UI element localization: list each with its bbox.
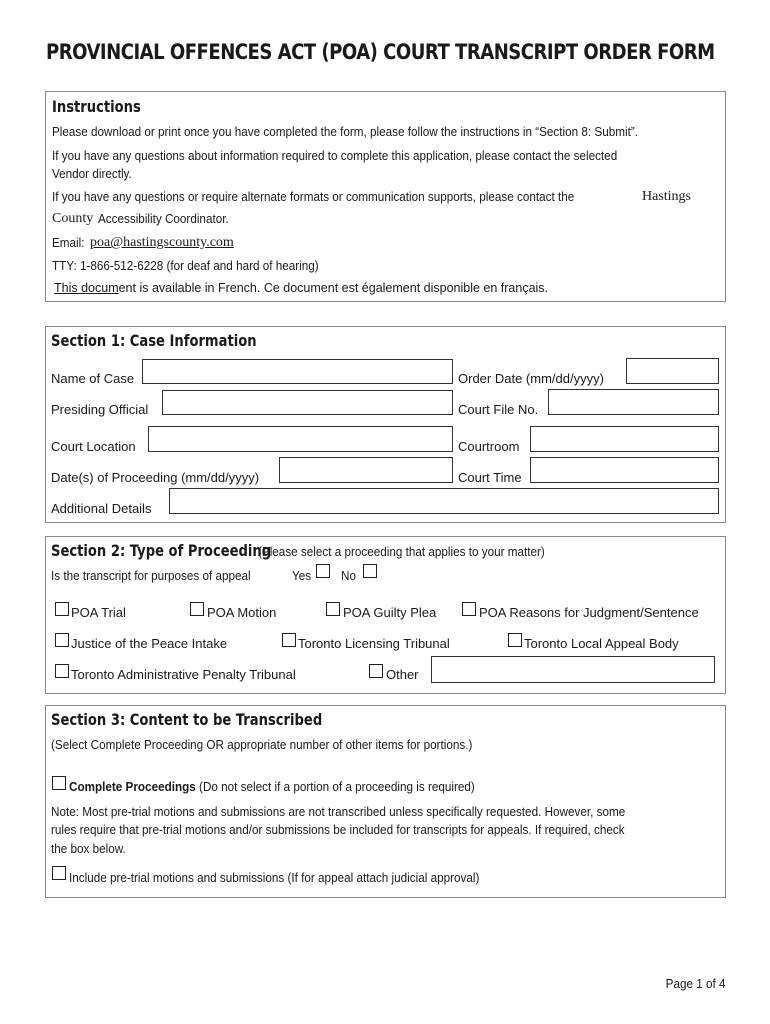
section1-heading: Section 1: Case Information: [51, 331, 257, 350]
appeal-no-label: No: [341, 568, 356, 583]
appeal-yes-label: Yes: [292, 568, 312, 583]
court-location-label: Court Location: [51, 439, 136, 454]
complete-proceedings-note: (Do not select if a portion of a proceeding is required): [199, 779, 475, 794]
form-title: PROVINCIAL OFFENCES ACT (POA) COURT TRANSCRIPT ORDER FORM: [46, 40, 715, 64]
complete-proceedings-bold: Complete Proceedings: [69, 779, 196, 794]
page-number: Page 1 of 4: [665, 976, 725, 991]
courtroom-field[interactable]: [530, 426, 719, 452]
section2-subheading: (Please select a proceeding that applies to your matter): [258, 544, 545, 559]
poa-trial-checkbox[interactable]: [55, 602, 69, 616]
name-of-case-label: Name of Case: [51, 371, 135, 386]
courtroom-label: Courtroom: [458, 439, 520, 454]
appeal-question: Is the transcript for purposes of appeal: [51, 568, 251, 583]
dates-of-proceeding-field[interactable]: [279, 457, 453, 483]
court-file-no-field[interactable]: [548, 389, 719, 415]
section2-heading: Section 2: Type of Proceeding: [51, 541, 272, 560]
email-link[interactable]: poa@hastingscounty.com: [90, 235, 234, 250]
complete-proceedings-checkbox[interactable]: [52, 776, 66, 790]
other-label: Other: [386, 667, 419, 682]
order-date-field[interactable]: [626, 358, 719, 384]
instructions-line-2a: If you have any questions about information required to complete this application, please contact the selected: [52, 148, 618, 163]
toronto-licensing-label: Toronto Licensing Tribunal: [298, 636, 450, 651]
toronto-admin-label: Toronto Administrative Penalty Tribunal: [71, 667, 296, 682]
instructions-line-2b: Vendor directly.: [52, 166, 132, 181]
court-time-label: Court Time: [458, 470, 522, 485]
court-location-field[interactable]: [148, 426, 453, 452]
french-notice-rest: ent is available in French. Ce document est également disponible en français.: [118, 281, 549, 295]
complete-proceedings-label: [69, 779, 475, 794]
poa-guilty-plea-checkbox[interactable]: [326, 602, 340, 616]
french-notice: [54, 281, 548, 295]
presiding-official-label: Presiding Official: [51, 402, 149, 417]
poa-motion-checkbox[interactable]: [190, 602, 204, 616]
note-line-2: rules require that pre-trial motions and/or submissions be included for transcripts for appeals. If required, check: [51, 822, 625, 837]
poa-motion-label: POA Motion: [207, 605, 277, 620]
court-time-field[interactable]: [530, 457, 719, 483]
poa-guilty-plea-label: POA Guilty Plea: [343, 605, 437, 620]
presiding-official-field[interactable]: [162, 390, 453, 415]
toronto-admin-checkbox[interactable]: [55, 664, 69, 678]
note-line-3: the box below.: [51, 841, 126, 856]
instructions-county: County: [52, 211, 94, 226]
toronto-appeal-label: Toronto Local Appeal Body: [524, 636, 679, 651]
dates-of-proceeding-label: Date(s) of Proceeding (mm/dd/yyyy): [51, 470, 260, 485]
other-field[interactable]: [431, 656, 715, 683]
appeal-no-checkbox[interactable]: [363, 564, 377, 578]
section3-heading: Section 3: Content to be Transcribed: [51, 710, 323, 729]
note-line-1: Note: Most pre-trial motions and submissions are not transcribed unless specifically requested. However, some: [51, 804, 626, 819]
appeal-yes-checkbox[interactable]: [316, 564, 330, 578]
jp-intake-checkbox[interactable]: [55, 633, 69, 647]
email-label: Email:: [52, 235, 85, 250]
instructions-line-1: Please download or print once you have completed the form, please follow the instructions in “Section 8: Submit”.: [52, 124, 638, 139]
include-pretrial-checkbox[interactable]: [52, 866, 66, 880]
court-file-no-label: Court File No.: [458, 402, 539, 417]
name-of-case-field[interactable]: [142, 359, 453, 384]
other-checkbox[interactable]: [369, 664, 383, 678]
tty-line: TTY: 1-866-512-6228 (for deaf and hard of hearing): [52, 258, 319, 273]
french-notice-underlined: This docum: [54, 281, 119, 295]
instructions-heading: Instructions: [52, 97, 141, 116]
poa-reasons-checkbox[interactable]: [462, 602, 476, 616]
additional-details-field[interactable]: [169, 488, 719, 514]
instructions-line-3a: If you have any questions or require alternate formats or communication supports, please contact the: [52, 189, 575, 204]
poa-reasons-label: POA Reasons for Judgment/Sentence: [479, 605, 699, 620]
instructions-hastings: Hastings: [642, 189, 691, 204]
toronto-appeal-checkbox[interactable]: [508, 633, 522, 647]
toronto-licensing-checkbox[interactable]: [282, 633, 296, 647]
poa-trial-label: POA Trial: [71, 605, 126, 620]
include-pretrial-label: Include pre-trial motions and submissions (If for appeal attach judicial approval): [69, 870, 480, 885]
jp-intake-label: Justice of the Peace Intake: [71, 636, 228, 651]
order-date-label: Order Date (mm/dd/yyyy): [458, 371, 604, 386]
instructions-line-3b: Accessibility Coordinator.: [98, 211, 229, 226]
additional-details-label: Additional Details: [51, 501, 152, 516]
section3-subheading: (Select Complete Proceeding OR appropriate number of other items for portions.): [51, 737, 473, 752]
